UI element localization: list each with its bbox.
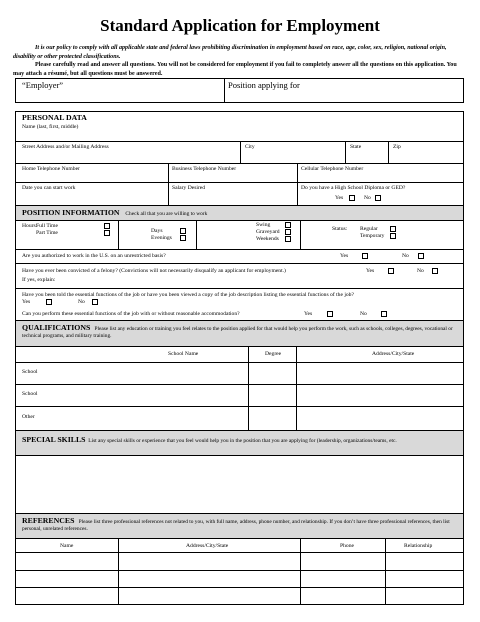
- told-question: Have you been told the essential functions of the job or have you been viewed a copy of the job description listing the essential functions of the job?: [22, 292, 354, 298]
- cell-phone-field[interactable]: Cellular Telephone Number: [301, 166, 364, 172]
- qualification-row-school-2: School: [22, 391, 38, 397]
- hours-label: Hours:: [22, 223, 38, 229]
- weekends-label: Weekends: [256, 236, 279, 242]
- ref-col-address: Address/City/State: [186, 543, 229, 549]
- evenings-checkbox[interactable]: [180, 235, 186, 241]
- intro-instructions: Please carefully read and answer all questions. You will not be considered for employment if you fail to completely answer all the questions on this application. You may attach a résumé, but all questions must be answered.: [13, 62, 457, 77]
- graveyard-label: Graveyard: [256, 229, 280, 235]
- start-date-field[interactable]: Date you can start work: [22, 185, 76, 191]
- status-label: Status:: [332, 226, 348, 232]
- diploma-no-label: No: [364, 195, 371, 201]
- diploma-question: Do you have a High School Diploma or GED?: [301, 185, 406, 191]
- home-phone-field[interactable]: Home Telephone Number: [22, 166, 80, 172]
- perform-no-label: No: [360, 311, 367, 317]
- personal-data-heading: PERSONAL DATA: [22, 113, 87, 122]
- swing-label: Swing: [256, 222, 271, 228]
- part-time-checkbox[interactable]: [104, 230, 110, 236]
- perform-question: Can you perform these essential functions of the job with or without reasonable accommodation?: [22, 311, 240, 317]
- temporary-label: Temporary: [360, 233, 385, 239]
- qualification-row-other: Other: [22, 414, 35, 420]
- diploma-yes-checkbox[interactable]: [349, 195, 355, 201]
- felony-yes-checkbox[interactable]: [388, 268, 394, 274]
- reference-row-1: [16, 552, 463, 553]
- city-field[interactable]: City: [245, 144, 255, 150]
- authorized-no-label: No: [402, 253, 409, 259]
- ref-col-name: Name: [60, 543, 74, 549]
- weekends-checkbox[interactable]: [285, 236, 291, 242]
- told-no-checkbox[interactable]: [92, 299, 98, 305]
- perform-no-checkbox[interactable]: [381, 311, 387, 317]
- salary-desired-field[interactable]: Salary Desired: [172, 185, 206, 191]
- authorized-yes-checkbox[interactable]: [362, 253, 368, 259]
- reference-row-2: [16, 570, 463, 571]
- felony-question: Have you ever been convicted of a felony? (Convictions will not necessarily disqualify an applicant for employment.): [22, 268, 286, 274]
- regular-label: Regular: [360, 226, 378, 232]
- diploma-yes-label: Yes: [335, 195, 344, 201]
- page-title: Standard Application for Employment: [100, 16, 380, 35]
- part-time-label: Part Time: [36, 230, 58, 236]
- special-skills-heading: SPECIAL SKILLS List any special skills or experience that you feel would help you in the position that you are applying for (leadership, organizations/teams, etc.: [22, 435, 397, 444]
- perform-yes-label: Yes: [304, 311, 313, 317]
- position-info-heading: POSITION INFORMATION Check all that you are willing to work: [22, 208, 208, 217]
- col-degree: Degree: [265, 351, 282, 357]
- full-time-label: Full Time: [36, 223, 58, 229]
- street-address-field[interactable]: Street Address and/or Mailing Address: [22, 144, 109, 150]
- told-yes-checkbox[interactable]: [46, 299, 52, 305]
- references-heading: REFERENCES Please list three professional references not related to you, with full name, address, phone number, and relationship. If you don’t have three professional references, then list personal, unrelated references.: [22, 516, 450, 532]
- state-field[interactable]: State: [350, 144, 362, 150]
- swing-checkbox[interactable]: [285, 222, 291, 228]
- intro-policy: It is our policy to comply with all applicable state and federal laws prohibiting discrimination in employment based on race, age, color, sex, religion, national origin, disability or other protected classifications.: [13, 45, 447, 60]
- qualification-row-school-1: School: [22, 369, 38, 375]
- employer-field[interactable]: “Employer”: [22, 80, 64, 90]
- days-checkbox[interactable]: [180, 228, 186, 234]
- zip-field[interactable]: Zip: [393, 144, 401, 150]
- authorized-yes-label: Yes: [340, 253, 349, 259]
- evenings-label: Evenings: [151, 235, 172, 241]
- intro-text: [13, 44, 469, 78]
- temporary-checkbox[interactable]: [390, 233, 396, 239]
- ref-col-phone: Phone: [340, 543, 354, 549]
- diploma-no-checkbox[interactable]: [375, 195, 381, 201]
- told-no-label: No: [78, 299, 85, 305]
- felony-no-label: No: [417, 268, 424, 274]
- graveyard-checkbox[interactable]: [285, 229, 291, 235]
- name-field[interactable]: Name (last, first, middle): [22, 124, 79, 130]
- reference-row-3: [16, 587, 463, 588]
- qualifications-heading: QUALIFICATIONS Please list any education or training you feel relates to the position applied for that would help you perform the work, such as schools, colleges, degrees, vocational or technical programs, and military training.: [22, 323, 453, 339]
- special-skills-field[interactable]: [16, 456, 463, 512]
- full-time-checkbox[interactable]: [104, 223, 110, 229]
- authorized-no-checkbox[interactable]: [418, 253, 424, 259]
- felony-no-checkbox[interactable]: [432, 268, 438, 274]
- position-applying-field[interactable]: Position applying for: [228, 80, 300, 90]
- ref-col-relationship: Relationship: [404, 543, 433, 549]
- col-school-name: School Name: [168, 351, 199, 357]
- told-yes-label: Yes: [22, 299, 31, 305]
- perform-yes-checkbox[interactable]: [327, 311, 333, 317]
- days-label: Days: [151, 228, 163, 234]
- felony-yes-label: Yes: [366, 268, 375, 274]
- felony-explain-field[interactable]: If yes, explain:: [22, 277, 56, 283]
- business-phone-field[interactable]: Business Telephone Number: [172, 166, 237, 172]
- authorized-question: Are you authorized to work in the U.S. on an unrestricted basis?: [22, 253, 166, 259]
- col-address: Address/City/State: [372, 351, 415, 357]
- regular-checkbox[interactable]: [390, 226, 396, 232]
